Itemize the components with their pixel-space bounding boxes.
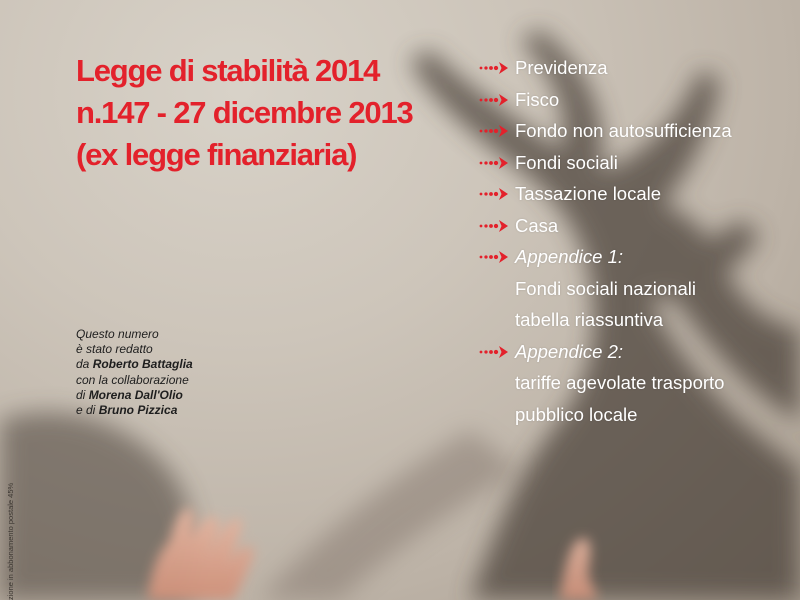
dotted-arrow-icon bbox=[478, 249, 510, 265]
contents-item-label: tariffe agevolate trasporto bbox=[515, 372, 725, 393]
credits-line: Questo numero bbox=[76, 327, 159, 341]
credits-line bbox=[76, 357, 276, 372]
contents-item-label: Fisco bbox=[515, 88, 560, 110]
credits-prefix: e di bbox=[76, 403, 99, 418]
contents-item-label: Fondi sociali bbox=[515, 151, 618, 173]
contents-item-tassazione-locale bbox=[478, 178, 788, 210]
contents-item-fondi-sociali-nazionali bbox=[478, 273, 788, 305]
contents-item-fisco bbox=[478, 84, 788, 116]
credits-line bbox=[76, 388, 276, 403]
dotted-arrow-icon bbox=[478, 186, 510, 202]
title-line-1: Legge di stabilità 2014 bbox=[76, 53, 380, 88]
contents-item-label: pubblico locale bbox=[515, 403, 638, 425]
credits-prefix: di bbox=[76, 387, 89, 402]
contents-item-tariffe-agevolate bbox=[478, 367, 788, 399]
contents-item-label: Fondo non autosufficienza bbox=[515, 120, 732, 141]
document-title bbox=[76, 50, 456, 176]
contents-item-pubblico-locale bbox=[478, 399, 788, 431]
credits-line: con la collaborazione bbox=[76, 372, 189, 387]
collaborator-name: Morena Dall'Olio bbox=[88, 387, 183, 402]
contents-item-casa bbox=[478, 210, 788, 242]
dotted-arrow-icon bbox=[478, 218, 510, 234]
contents-item-fondi-sociali bbox=[478, 147, 788, 179]
contents-item-label: Previdenza bbox=[515, 57, 608, 78]
contents-item-label: Casa bbox=[515, 214, 559, 236]
dotted-arrow-icon bbox=[478, 344, 510, 360]
dotted-arrow-icon bbox=[478, 60, 510, 76]
postal-note: zione in abbonamento postale 45% bbox=[6, 482, 15, 600]
contents-item-label: Appendice 2: bbox=[515, 340, 624, 362]
contents-item-label: Fondi sociali nazionali bbox=[515, 277, 696, 299]
collaborator-name: Bruno Pizzica bbox=[98, 403, 178, 418]
credits-prefix: da bbox=[76, 357, 93, 372]
contents-item-label: Appendice 1: bbox=[515, 246, 624, 267]
title-line-3: (ex legge finanziaria) bbox=[76, 137, 357, 172]
contents-item-label: Tassazione locale bbox=[515, 183, 662, 204]
dotted-arrow-icon bbox=[478, 155, 510, 171]
contents-item-previdenza bbox=[478, 52, 788, 84]
contents-item-appendice-1 bbox=[478, 241, 788, 273]
dotted-arrow-icon bbox=[478, 123, 510, 139]
dotted-arrow-icon bbox=[478, 92, 510, 108]
credits-block bbox=[76, 327, 276, 418]
author-name: Roberto Battaglia bbox=[92, 357, 193, 372]
contents-item-tabella-riassuntiva bbox=[478, 304, 788, 336]
contents-item-label: tabella riassuntiva bbox=[515, 309, 664, 330]
title-line-2: n.147 - 27 dicembre 2013 bbox=[76, 95, 413, 130]
contents-list bbox=[478, 52, 788, 430]
credits-line bbox=[76, 403, 276, 418]
contents-item-fondo-non-autosufficienza bbox=[478, 115, 788, 147]
credits-line: è stato redatto bbox=[76, 342, 153, 357]
contents-item-appendice-2 bbox=[478, 336, 788, 368]
